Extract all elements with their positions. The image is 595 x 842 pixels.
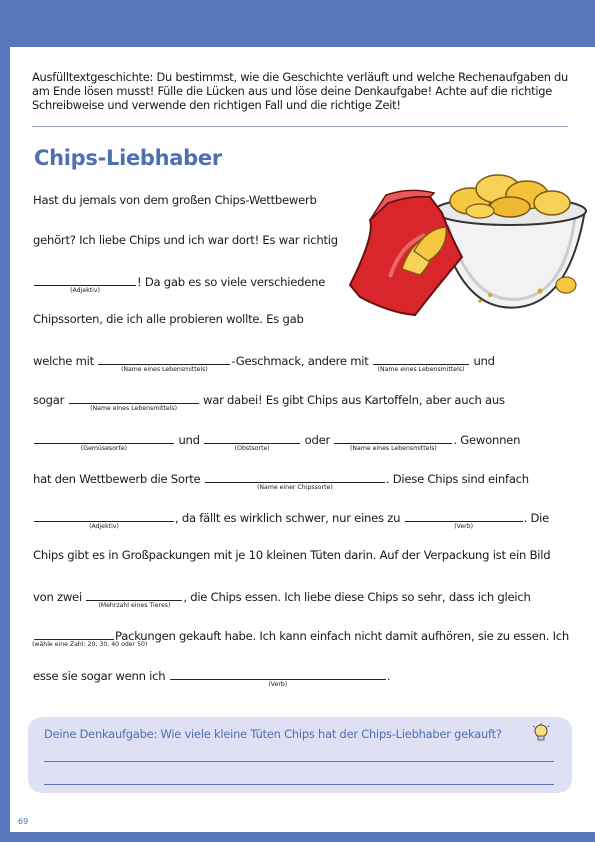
story-line-13: esse sie sogar wenn ich (Verb) . [33,666,390,683]
answer-line-1[interactable] [44,761,554,762]
page-title: Chips-Liebhaber [34,146,222,170]
blank-food-3[interactable]: (Name eines Lebensmittels) [69,390,199,404]
blank-verb-1[interactable]: (Verb) [405,508,523,522]
story-line-4: Chipssorten, die ich alle probieren wollte. Es gab [33,312,304,326]
story-line-6: sogar (Name eines Lebensmittels) war dabei! Es gibt Chips aus Kartoffeln, aber auch aus [33,390,505,407]
story-line-7: (Gemüsesorte) und (Obstsorte) oder (Name eines Lebensmittels) . Gewonnen [33,430,520,447]
story-line-2: gehört? Ich liebe Chips und ich war dort! Es war richtig [33,233,338,247]
page-number: 69 [18,817,29,826]
blank-food-2[interactable]: (Name eines Lebensmittels) [373,351,469,365]
blank-adjective[interactable]: (Adjektiv) [34,272,136,286]
story-line-1: Hast du jemals von dem großen Chips-Wettbewerb [33,193,317,207]
worksheet-page [10,47,595,832]
blank-animals[interactable]: (Mehrzahl eines Tieres) [86,587,182,601]
instructions-text: Ausfülltextgeschichte: Du bestimmst, wie die Geschichte verläuft und welche Rechenaufgaben du am Ende lösen musst! Fülle die Lücken aus und löse deine Denkaufgabe! Achte auf die richtige Schreibweise und verwende den richtigen Fall und die richtige Zeit! [32,70,568,112]
blank-number[interactable]: (wähle eine Zahl: 20, 30, 40 oder 50) [34,626,114,640]
blank-verb-2[interactable]: (Verb) [170,666,386,680]
answer-line-2[interactable] [44,784,554,785]
divider [32,126,568,127]
story-line-10: Chips gibt es in Großpackungen mit je 10 kleinen Tüten darin. Auf der Verpackung ist ein Bild [33,548,551,562]
blank-food-1[interactable]: (Name eines Lebensmittels) [98,351,230,365]
story-line-5: welche mit (Name eines Lebensmittels) -Geschmack, andere mit (Name eines Lebensmittels) und [33,351,495,368]
lightbulb-icon [532,723,550,745]
story-line-9: (Adjektiv) , da fällt es wirklich schwer, nur eines zu (Verb) . Die [33,508,549,525]
blank-adjective-2[interactable]: (Adjektiv) [34,508,174,522]
story-line-12: (wähle eine Zahl: 20, 30, 40 oder 50) Packungen gekauft habe. Ich kann einfach nicht damit aufhören, sie zu essen. Ich [33,626,569,643]
story-line-3: (Adjektiv) ! Da gab es so viele verschiedene [33,272,325,289]
thinking-task-box [28,717,572,793]
story-line-11: von zwei (Mehrzahl eines Tieres) , die Chips essen. Ich liebe diese Chips so sehr, dass ich gleich [33,587,531,604]
blank-vegetable[interactable]: (Gemüsesorte) [34,430,174,444]
blank-chips-variety[interactable]: (Name einer Chipssorte) [205,469,385,483]
blank-fruit[interactable]: (Obstsorte) [204,430,300,444]
chips-illustration [330,165,590,320]
story-line-8: hat den Wettbewerb die Sorte (Name einer Chipssorte) . Diese Chips sind einfach [33,469,529,486]
blank-food-4[interactable]: (Name eines Lebensmittels) [334,430,452,444]
thinking-task-question: Deine Denkaufgabe: Wie viele kleine Tüten Chips hat der Chips-Liebhaber gekauft? [44,727,502,741]
